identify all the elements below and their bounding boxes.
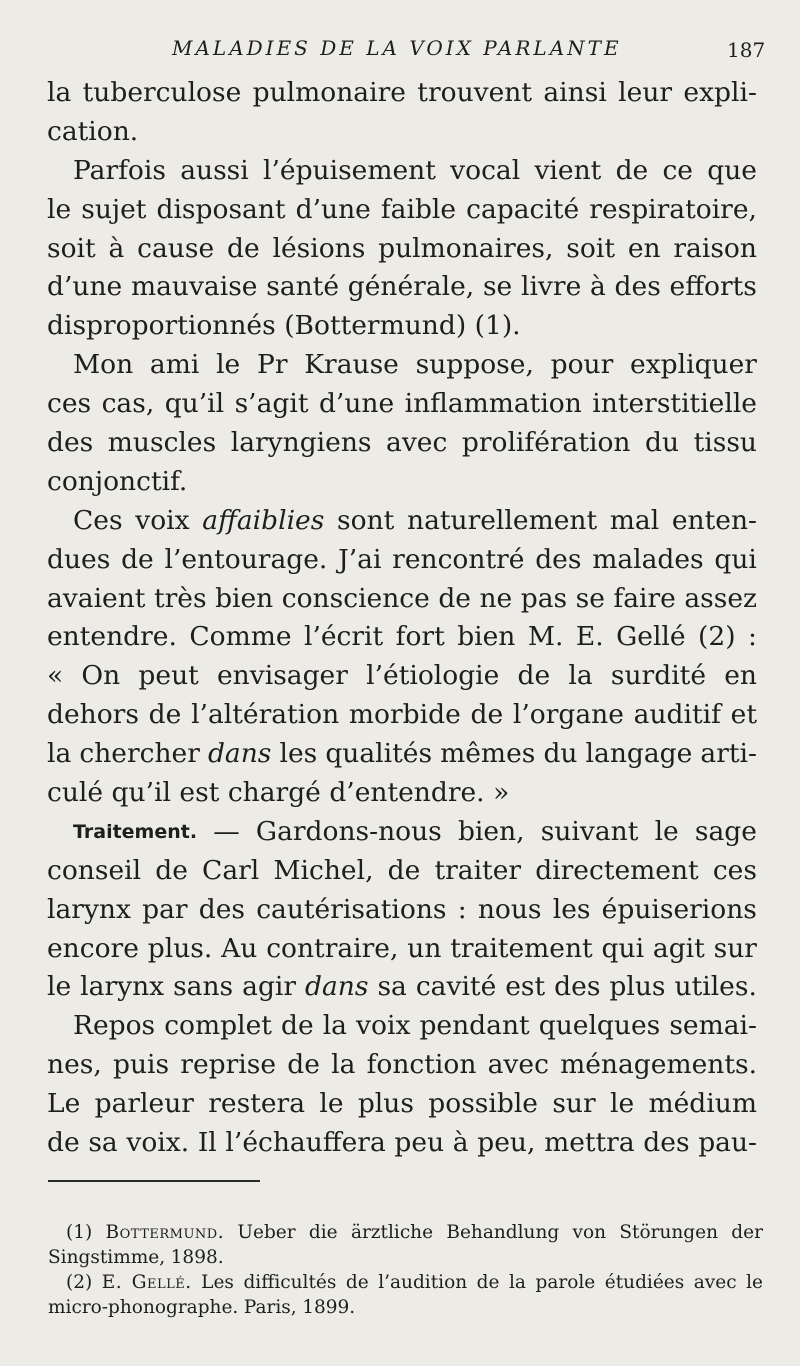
word: tuberculose bbox=[82, 77, 242, 108]
word: d’une bbox=[47, 271, 123, 303]
word: restera bbox=[208, 1088, 306, 1120]
word: Carl bbox=[202, 854, 260, 886]
word: des bbox=[198, 893, 245, 925]
word: le bbox=[216, 349, 241, 381]
footnote-line bbox=[48, 1270, 763, 1295]
word: Gardons-nous bbox=[255, 815, 442, 847]
word: suivant bbox=[540, 815, 639, 847]
text-line bbox=[47, 657, 757, 696]
text-line bbox=[47, 463, 757, 502]
word: E. bbox=[575, 621, 604, 653]
word: semai- bbox=[669, 1010, 757, 1042]
word: du bbox=[543, 738, 578, 770]
word: naturellement bbox=[407, 504, 598, 536]
word: laryngiens bbox=[230, 427, 372, 459]
word: à bbox=[590, 271, 606, 303]
word: sont bbox=[337, 504, 395, 536]
word: conscience bbox=[281, 582, 430, 614]
word: des bbox=[554, 971, 601, 1003]
word: sans bbox=[173, 971, 234, 1003]
word: un bbox=[407, 932, 442, 964]
word: par bbox=[142, 893, 188, 925]
word: l’audition bbox=[378, 1272, 468, 1293]
word: agit bbox=[652, 932, 705, 964]
footnotes bbox=[48, 1220, 763, 1320]
word: Repos bbox=[73, 1010, 156, 1042]
word: encore bbox=[47, 932, 139, 964]
word: expli- bbox=[683, 77, 757, 108]
word: l’échauffera bbox=[225, 1127, 386, 1159]
word: mal bbox=[609, 504, 660, 536]
word: de bbox=[47, 1127, 80, 1159]
word: de bbox=[387, 854, 421, 886]
word: Michel, bbox=[273, 854, 374, 886]
word: vocal bbox=[450, 154, 521, 186]
word: avec bbox=[386, 427, 448, 459]
word: cavité bbox=[415, 971, 497, 1003]
word: ce bbox=[662, 154, 693, 186]
word: interstitielle bbox=[592, 388, 757, 420]
word: l’épuisement bbox=[263, 154, 436, 186]
word: d’une bbox=[295, 193, 371, 225]
word: entendre. bbox=[47, 621, 177, 653]
text-line bbox=[47, 502, 757, 541]
word: contraire, bbox=[266, 932, 399, 964]
word: puis bbox=[112, 1049, 170, 1081]
word: qu’il bbox=[111, 777, 171, 809]
word: nous bbox=[477, 893, 542, 925]
word: d’entendre. bbox=[329, 777, 485, 809]
word: l’altération bbox=[191, 699, 340, 731]
footnote-author: Gellé. bbox=[131, 1272, 192, 1293]
word: Behandlung bbox=[446, 1222, 560, 1243]
word: peu bbox=[394, 1127, 445, 1159]
word: le bbox=[610, 1088, 635, 1120]
word: conjonctif. bbox=[47, 465, 188, 497]
word: qui bbox=[601, 932, 645, 964]
word: chercher bbox=[79, 738, 200, 770]
word: l’organe bbox=[512, 699, 624, 731]
word: Parfois bbox=[73, 154, 166, 186]
footnote-line bbox=[48, 1295, 763, 1320]
word: Gellé bbox=[616, 621, 686, 653]
text-line bbox=[47, 696, 757, 735]
text-line bbox=[47, 268, 757, 307]
word: lésions bbox=[272, 232, 366, 264]
word: ne bbox=[479, 582, 513, 614]
word: de bbox=[517, 660, 551, 692]
word: plus. bbox=[147, 932, 213, 964]
word: sa bbox=[88, 1127, 118, 1159]
word: ces bbox=[712, 854, 757, 886]
footnote-marker: (1) bbox=[66, 1222, 93, 1243]
word: langage bbox=[585, 738, 693, 770]
word: étudiées bbox=[604, 1272, 685, 1293]
word: tissu bbox=[693, 427, 757, 459]
word: voix bbox=[356, 1010, 411, 1042]
word: auditif bbox=[633, 699, 721, 731]
word: utiles. bbox=[674, 971, 757, 1003]
word: dans bbox=[305, 971, 369, 1003]
page-number: 187 bbox=[727, 38, 766, 62]
word: la bbox=[568, 660, 593, 692]
word: peu, bbox=[477, 1127, 536, 1159]
text-line bbox=[47, 113, 757, 152]
word: nes, bbox=[47, 1049, 102, 1081]
word: se bbox=[482, 271, 513, 303]
word: Le bbox=[47, 1088, 81, 1120]
text-line bbox=[47, 618, 757, 657]
word: trouvent bbox=[417, 77, 533, 108]
word: fort bbox=[395, 621, 445, 653]
text-line bbox=[47, 1007, 757, 1046]
word: Ueber bbox=[237, 1222, 296, 1243]
word: Ces bbox=[73, 504, 123, 536]
word: à bbox=[108, 232, 125, 264]
word: 1898. bbox=[170, 1247, 224, 1268]
word: qualités bbox=[325, 738, 433, 770]
word: Krause bbox=[304, 349, 399, 381]
text-line bbox=[47, 735, 757, 774]
word: l’étiologie bbox=[366, 660, 500, 692]
word: vient bbox=[534, 154, 602, 186]
word: On bbox=[81, 660, 121, 692]
word: le bbox=[47, 971, 72, 1003]
text-line bbox=[47, 1085, 757, 1124]
word: Singstimme, bbox=[48, 1247, 166, 1268]
word: de bbox=[121, 543, 154, 575]
word: livre bbox=[520, 271, 582, 303]
word: les bbox=[279, 738, 318, 770]
word: avaient bbox=[47, 582, 146, 614]
word: qu’il bbox=[164, 388, 225, 420]
word: du bbox=[645, 427, 680, 459]
word: raison bbox=[673, 232, 757, 264]
word: sujet bbox=[81, 193, 147, 225]
text-line bbox=[47, 74, 757, 113]
word: prolifération bbox=[461, 427, 631, 459]
word: de bbox=[226, 232, 260, 264]
word: pau- bbox=[698, 1127, 757, 1159]
word: de bbox=[287, 1049, 320, 1081]
word: J’ai bbox=[338, 543, 382, 575]
word: mêmes bbox=[440, 738, 536, 770]
word: chargé bbox=[227, 777, 321, 809]
word: ainsi bbox=[543, 77, 607, 108]
word: cation. bbox=[47, 115, 139, 147]
word: sur bbox=[713, 932, 757, 964]
word: respiratoire, bbox=[589, 193, 757, 225]
word: (2) bbox=[698, 621, 736, 653]
word: larynx bbox=[47, 893, 131, 925]
text-line bbox=[47, 346, 757, 385]
word: de bbox=[615, 154, 649, 186]
text-line bbox=[47, 191, 757, 230]
word: santé bbox=[266, 271, 340, 303]
text-line bbox=[47, 852, 757, 891]
word: disproportionnés bbox=[47, 310, 276, 342]
footnote-marker: (2) bbox=[66, 1272, 93, 1293]
word: les bbox=[552, 893, 591, 925]
running-title: MALADIES DE LA VOIX PARLANTE bbox=[172, 36, 622, 60]
word: peut bbox=[138, 660, 199, 692]
footnote-rule bbox=[48, 1180, 260, 1182]
word: médium bbox=[648, 1088, 757, 1120]
word: reprise bbox=[180, 1049, 277, 1081]
word: se bbox=[575, 582, 605, 614]
text-line bbox=[47, 968, 757, 1007]
word: de bbox=[148, 699, 182, 731]
word: d’une bbox=[318, 388, 395, 420]
word: que bbox=[707, 154, 757, 186]
word: voix bbox=[135, 504, 190, 536]
word: et bbox=[730, 699, 757, 731]
word: bien bbox=[215, 582, 274, 614]
word: ami bbox=[149, 349, 200, 381]
word: — bbox=[213, 815, 240, 847]
word: Traitement. bbox=[73, 820, 198, 843]
text-line bbox=[47, 891, 757, 930]
word: disposant bbox=[156, 193, 286, 225]
word: est bbox=[179, 777, 220, 809]
word: est bbox=[505, 971, 546, 1003]
word: larynx bbox=[80, 971, 165, 1003]
word: possible bbox=[428, 1088, 538, 1120]
word: assez bbox=[684, 582, 757, 614]
word: voix. bbox=[126, 1127, 190, 1159]
word: pour bbox=[550, 349, 614, 381]
word: dehors bbox=[47, 699, 139, 731]
text-line bbox=[47, 774, 757, 813]
word: dues bbox=[47, 543, 111, 575]
text-line bbox=[47, 424, 757, 463]
word: pulmonaire bbox=[252, 77, 406, 108]
word: sa bbox=[377, 971, 407, 1003]
word: cause bbox=[137, 232, 215, 264]
word: de bbox=[470, 699, 504, 731]
word: des bbox=[643, 1127, 690, 1159]
word: inflammation bbox=[404, 388, 582, 420]
word: soit bbox=[47, 232, 96, 264]
word: difficultés bbox=[243, 1272, 337, 1293]
word: épuiserions bbox=[601, 893, 757, 925]
footnote-author: Bottermund. bbox=[105, 1222, 225, 1243]
word: quelques bbox=[538, 1010, 661, 1042]
word: des bbox=[614, 271, 661, 303]
word: conseil bbox=[47, 854, 142, 886]
word: agir bbox=[242, 971, 297, 1003]
word: capacité bbox=[466, 193, 580, 225]
word: rencontré bbox=[392, 543, 525, 575]
word: l’écrit bbox=[303, 621, 384, 653]
text-line bbox=[47, 307, 757, 346]
word: fonction bbox=[366, 1049, 477, 1081]
word: sur bbox=[552, 1088, 596, 1120]
word: de bbox=[280, 1010, 314, 1042]
word: « bbox=[47, 660, 64, 692]
word: Comme bbox=[189, 621, 292, 653]
word: envisager bbox=[217, 660, 348, 692]
word: de bbox=[155, 854, 188, 886]
word: expliquer bbox=[630, 349, 757, 381]
word: ärztliche bbox=[350, 1222, 434, 1243]
word: la bbox=[322, 1010, 347, 1042]
text-line bbox=[47, 152, 757, 191]
word: avec bbox=[487, 1049, 549, 1081]
word: parleur bbox=[94, 1088, 194, 1120]
word: cautérisations bbox=[256, 893, 447, 925]
word: Pr bbox=[256, 349, 288, 381]
word: plus bbox=[609, 971, 666, 1003]
body-text bbox=[47, 74, 757, 1163]
word: Mon bbox=[73, 349, 134, 381]
word: Les bbox=[201, 1272, 234, 1293]
word: bien, bbox=[457, 815, 525, 847]
word: la bbox=[331, 1049, 356, 1081]
word: arti- bbox=[700, 738, 757, 770]
word: le bbox=[319, 1088, 344, 1120]
word: faire bbox=[613, 582, 676, 614]
word: : bbox=[748, 621, 757, 653]
word: s’agit bbox=[234, 388, 309, 420]
word: Il bbox=[197, 1127, 217, 1159]
word: le bbox=[654, 815, 679, 847]
word: le bbox=[47, 193, 72, 225]
word: affaiblies bbox=[202, 504, 325, 536]
word: de bbox=[438, 582, 471, 614]
word: malades bbox=[592, 543, 704, 575]
word: pulmonaires, bbox=[378, 232, 554, 264]
word: : bbox=[457, 893, 467, 925]
word: von bbox=[572, 1222, 607, 1243]
footnote-line bbox=[48, 1220, 763, 1245]
word: dans bbox=[207, 738, 272, 770]
word: (1). bbox=[474, 310, 521, 342]
word: 1899. bbox=[302, 1297, 356, 1318]
text-line bbox=[47, 1046, 757, 1085]
word: faible bbox=[380, 193, 457, 225]
word: micro-phonographe. bbox=[48, 1297, 239, 1318]
text-line bbox=[47, 385, 757, 424]
text-line bbox=[47, 580, 757, 619]
word: soit bbox=[566, 232, 615, 264]
word: (Bottermund) bbox=[284, 310, 467, 342]
word: l’entourage. bbox=[164, 543, 328, 575]
word: enten- bbox=[671, 504, 757, 536]
word: leur bbox=[618, 77, 673, 108]
word: morbide bbox=[348, 699, 461, 731]
word: le bbox=[746, 1272, 763, 1293]
word: qui bbox=[714, 543, 757, 575]
word: en bbox=[627, 232, 661, 264]
word: cas, bbox=[101, 388, 155, 420]
word: der bbox=[731, 1222, 763, 1243]
word: la bbox=[47, 77, 72, 108]
word: plus bbox=[357, 1088, 414, 1120]
page-header bbox=[0, 36, 800, 66]
word: suppose, bbox=[415, 349, 534, 381]
text-line bbox=[47, 541, 757, 580]
word: à bbox=[452, 1127, 469, 1159]
footnote-line bbox=[48, 1245, 763, 1270]
word: de bbox=[345, 1272, 369, 1293]
word: die bbox=[308, 1222, 338, 1243]
text-line bbox=[47, 1124, 757, 1163]
word: très bbox=[153, 582, 207, 614]
word: de bbox=[476, 1272, 500, 1293]
word: Paris, bbox=[243, 1297, 297, 1318]
text-line bbox=[47, 930, 757, 969]
word: ces bbox=[47, 388, 92, 420]
text-line bbox=[47, 813, 757, 852]
word: des bbox=[47, 427, 94, 459]
word: » bbox=[493, 777, 510, 809]
word: culé bbox=[47, 777, 104, 809]
word: des bbox=[535, 543, 582, 575]
text-line bbox=[47, 230, 757, 269]
word: Störungen bbox=[619, 1222, 718, 1243]
word: sage bbox=[694, 815, 757, 847]
word: pas bbox=[520, 582, 568, 614]
word: muscles bbox=[107, 427, 217, 459]
word: M. bbox=[527, 621, 564, 653]
word: pendant bbox=[419, 1010, 530, 1042]
word: efforts bbox=[669, 271, 757, 303]
word: générale, bbox=[347, 271, 475, 303]
word: en bbox=[724, 660, 757, 692]
word: avec bbox=[693, 1272, 737, 1293]
word: mettra bbox=[544, 1127, 635, 1159]
word: ménagements. bbox=[560, 1049, 757, 1081]
word: traiter bbox=[434, 854, 522, 886]
word: mauvaise bbox=[130, 271, 258, 303]
word: bien bbox=[457, 621, 516, 653]
word: aussi bbox=[180, 154, 249, 186]
word: parole bbox=[535, 1272, 596, 1293]
word: la bbox=[47, 738, 72, 770]
word: directement bbox=[535, 854, 699, 886]
footnote-author: E. bbox=[101, 1272, 123, 1293]
word: la bbox=[509, 1272, 526, 1293]
word: complet bbox=[164, 1010, 272, 1042]
word: surdité bbox=[610, 660, 706, 692]
word: Au bbox=[221, 932, 258, 964]
word: traitement bbox=[450, 932, 593, 964]
